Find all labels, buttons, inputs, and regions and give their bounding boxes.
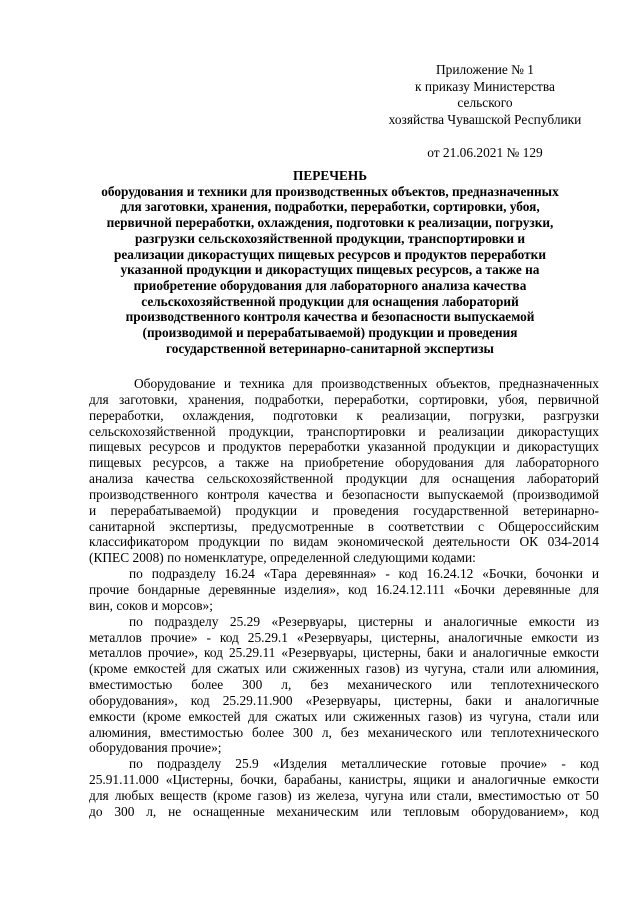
body-line: производственного контроля качества и безопасности выпускаемой (производимой [89, 486, 599, 502]
title-line: разгрузки сельскохозяйственной продукции, транспортировки и [134, 230, 526, 246]
body-line: (кроме емкостей для сжатых или сжиженных газов) из чугуна, стали или алюминия, [89, 661, 599, 677]
body-line: пищевых ресурсов, а также на приобретение оборудования для лабораторного [89, 455, 599, 471]
document-body [89, 376, 599, 820]
body-line: вместимостью более 300 л, без механического или теплотехнического [89, 677, 599, 693]
title-line: первичной переработки, охлаждения, подготовки к реализации, погрузки, [106, 215, 554, 231]
title-line: оборудования и техники для производственных объектов, предназначенных [101, 183, 559, 199]
title-line: государственной ветеринарно-санитарной экспертизы [166, 340, 494, 356]
title-heading: ПЕРЕЧЕНЬ [293, 168, 367, 183]
body-line: оборудования прочие»; [89, 740, 222, 756]
body-line: вин, соков и морсов»; [89, 597, 213, 613]
body-line: классификатором продукции по видам экономической деятельности ОК 034-2014 [89, 534, 599, 550]
title-line: реализации дикорастущих пищевых ресурсов и продуктов переработки [114, 246, 546, 262]
body-line: для любых веществ (кроме газов) из железа, чугуна или стали, вместимостью от 50 [89, 787, 599, 803]
body-line: анализа качества сельскохозяйственной продукции для оснащения лабораторий [89, 471, 599, 487]
body-line: прочие бондарные деревянные изделия», код 16.24.12.111 «Бочки деревянные для [89, 581, 599, 597]
body-line: металлов прочие», код 25.29.11 «Резервуары, цистерны, баки и аналогичные емкости [89, 645, 599, 661]
body-line: алюминия, вместимостью более 300 л, без механического или теплотехнического [89, 724, 599, 740]
appendix-line: к приказу Министерства [415, 78, 555, 94]
body-line: 25.91.11.000 «Цистерны, бочки, барабаны, канистры, ящики и аналогичные емкости [89, 772, 599, 788]
title-line: (производимой и перерабатываемой) продукции и проведения [142, 325, 518, 341]
body-line: для заготовки, хранения, подработки, переработки, сортировки, убоя, первичной [89, 391, 599, 407]
body-line: оборудования», код 25.29.11.900 «Резервуары, цистерны, баки и аналогичные [89, 692, 599, 708]
appendix-line: хозяйства Чувашской Республики [388, 111, 582, 127]
title-line: производственного контроля качества и безопасности выпускаемой [125, 309, 535, 325]
body-line: по подразделу 16.24 «Тара деревянная» - код 16.24.12 «Бочки, бочонки и [129, 566, 599, 582]
body-line: до 300 л, не оснащенные механическим или тепловым оборудованием», код [89, 803, 599, 819]
body-line: переработки, охлаждения, подготовки к реализации, погрузки, разгрузки [89, 407, 599, 423]
body-line: металлов прочие» - код 25.29.1 «Резервуары, цистерны, аналогичные емкости из [89, 629, 599, 645]
body-line: сельскохозяйственной продукции, транспортировки и реализации дикорастущих [89, 423, 599, 439]
body-line: по подразделу 25.9 «Изделия металлические готовые прочие» - код [129, 756, 599, 772]
title-line: приобретение оборудования для лабораторного анализа качества [133, 277, 527, 293]
body-line: Оборудование и техника для производственных объектов, предназначенных [134, 376, 599, 391]
body-line: (КПЕС 2008) по номенклатуре, определенной следующими кодами: [89, 550, 476, 566]
title-line: указанной продукции и дикорастущих пищевых ресурсов, а также на [120, 262, 540, 278]
body-line: пищевых ресурсов и продуктов переработки указанной продукции и дикорастущих [89, 439, 599, 455]
title-line: для заготовки, хранения, подработки, переработки, сортировки, убоя, [120, 199, 540, 215]
body-line: емкости (кроме емкостей для сжатых или сжиженных газов) из чугуна, стали или [89, 708, 599, 724]
appendix-line: Приложение № 1 [435, 62, 535, 77]
body-line: и перерабатываемой) продукции и проведения государственной ветеринарно- [89, 502, 599, 518]
body-line: санитарной экспертизы, предусмотренные в соответствии с Общероссийским [89, 518, 599, 534]
appendix-header [370, 62, 600, 162]
document-title [88, 168, 572, 356]
appendix-line: сельского [457, 95, 513, 110]
body-line: по подразделу 25.29 «Резервуары, цистерны и аналогичные емкости из [129, 613, 599, 629]
appendix-date: от 21.06.2021 № 129 [427, 145, 543, 160]
title-line: сельскохозяйственной продукции для оснащения лабораторий [141, 293, 519, 309]
